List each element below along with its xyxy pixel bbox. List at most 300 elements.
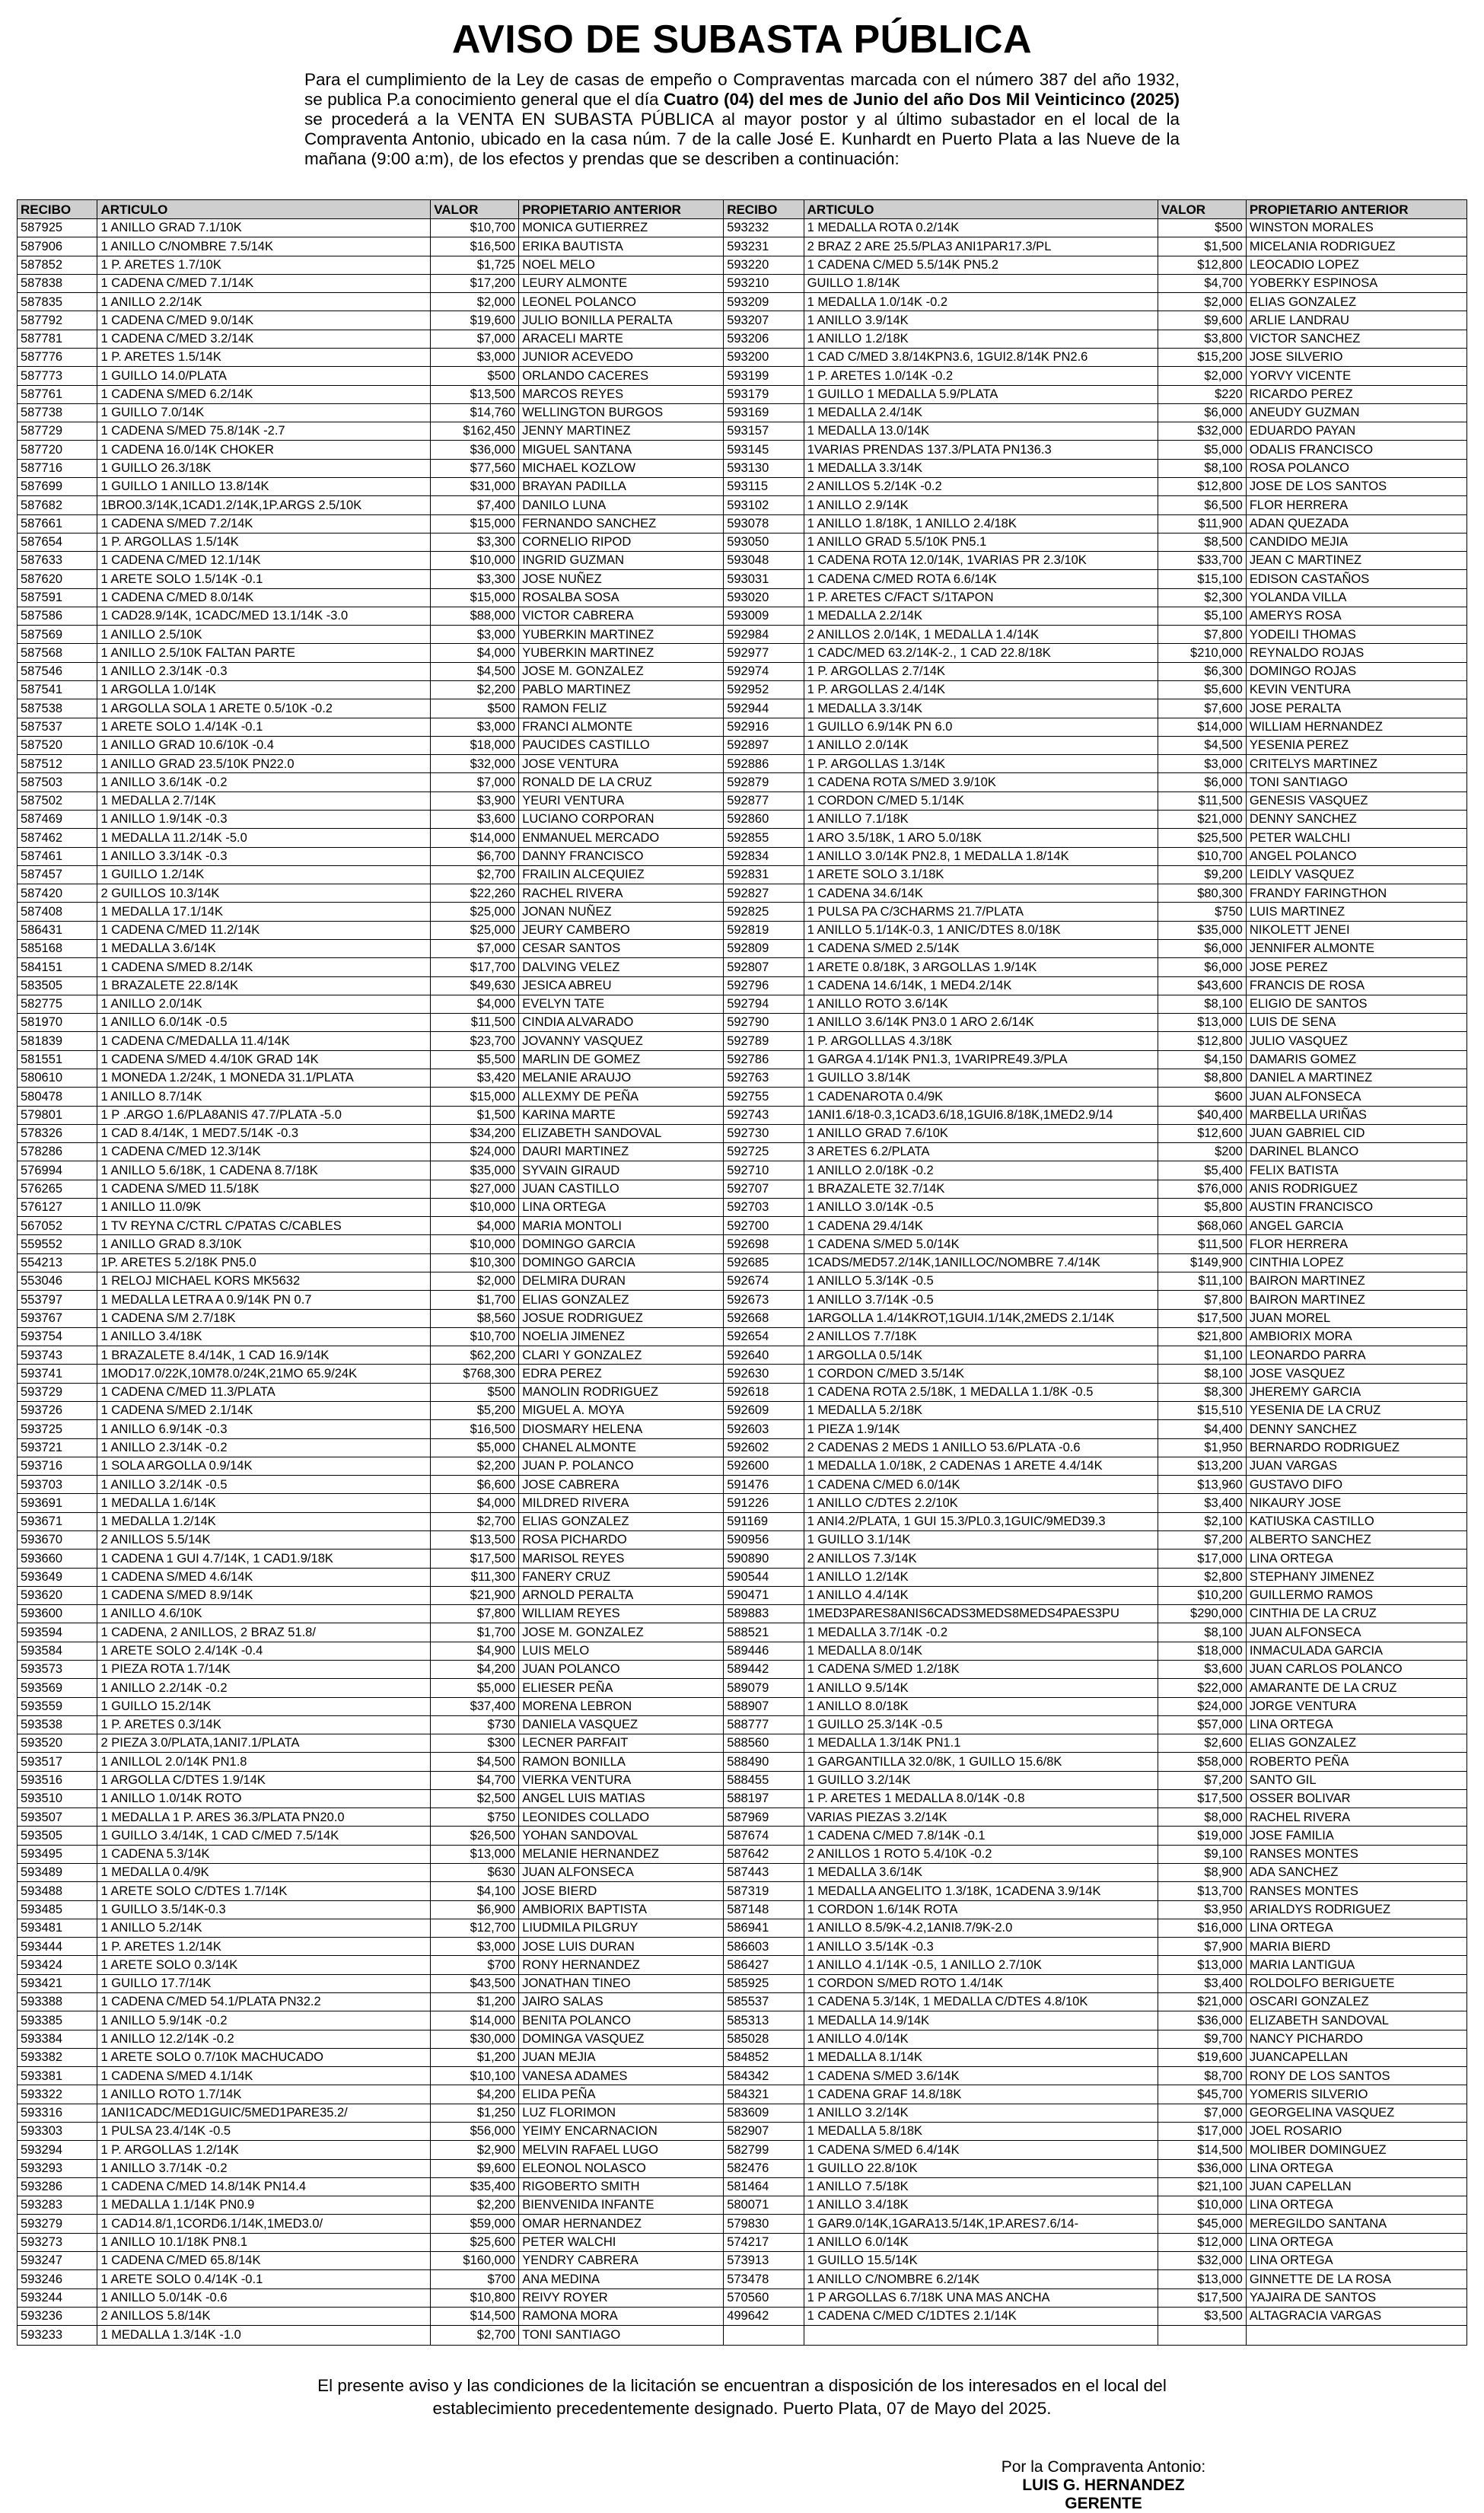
cell-propietario: DALVING VELEZ <box>519 958 724 976</box>
cell-valor: $4,200 <box>431 2085 519 2104</box>
cell-propietario: ANA MEDINA <box>519 2270 724 2288</box>
cell-recibo: 593495 <box>18 1845 97 1863</box>
cell-valor: $4,500 <box>1158 736 1246 754</box>
cell-valor: $4,150 <box>1158 1050 1246 1069</box>
cell-propietario: LUIS MELO <box>519 1642 724 1660</box>
cell-articulo: 1 P .ARGO 1.6/PLA8ANIS 47.7/PLATA -5.0 <box>97 1106 431 1124</box>
cell-recibo: 593743 <box>18 1346 97 1365</box>
table-row <box>18 1660 1467 1678</box>
cell-articulo: 2 ANILLOS 1 ROTO 5.4/10K -0.2 <box>804 1845 1158 1863</box>
cell-propietario: NIKOLETT JENEI <box>1246 921 1466 939</box>
cell-articulo: 1 P. ARETES 0.3/14K <box>97 1715 431 1734</box>
cell-propietario: NIKAURY JOSE <box>1246 1494 1466 1512</box>
table-row <box>18 1143 1467 1161</box>
cell-articulo: 1P. ARETES 5.2/18K PN5.0 <box>97 1253 431 1272</box>
table-row <box>18 829 1467 847</box>
cell-articulo: 1 CADENA S/MED 6.2/14K <box>97 385 431 403</box>
cell-articulo: 1 ANILLO 3.9/14K <box>804 311 1158 330</box>
cell-propietario: ODALIS FRANCISCO <box>1246 441 1466 459</box>
cell-valor: $1,200 <box>431 2048 519 2066</box>
cell-articulo: 1 MEDALLA 1.0/18K, 2 CADENAS 1 ARETE 4.4/14K <box>804 1457 1158 1475</box>
cell-propietario: DENNY SANCHEZ <box>1246 1420 1466 1438</box>
cell-recibo: 587546 <box>18 662 97 680</box>
cell-recibo: 559552 <box>18 1235 97 1253</box>
cell-propietario: ELIESER PEÑA <box>519 1679 724 1697</box>
cell-valor: $76,000 <box>1158 1180 1246 1198</box>
table-row <box>18 1586 1467 1604</box>
cell-articulo: 1 ARGOLLA SOLA 1 ARETE 0.5/10K -0.2 <box>97 699 431 718</box>
cell-recibo: 593286 <box>18 2177 97 2196</box>
cell-articulo: 1 CADENA S/MED 1.2/18K <box>804 1660 1158 1678</box>
cell-propietario: OMAR HERNANDEZ <box>519 2215 724 2233</box>
table-row <box>18 256 1467 274</box>
cell-propietario: SANTO GIL <box>1246 1771 1466 1789</box>
cell-valor: $8,100 <box>1158 1623 1246 1642</box>
cell-propietario: WILLIAM REYES <box>519 1605 724 1623</box>
cell-recibo: 587462 <box>18 829 97 847</box>
cell-articulo: 1 MEDALLA 1.6/14K <box>97 1494 431 1512</box>
cell-propietario: RAMON BONILLA <box>519 1753 724 1771</box>
table-row <box>18 1956 1467 1974</box>
cell-recibo: 593424 <box>18 1956 97 1974</box>
cell-articulo: 1 ANILLO GRAD 23.5/10K PN22.0 <box>97 755 431 773</box>
table-row <box>18 1309 1467 1327</box>
cell-propietario: VANESA ADAMES <box>519 2067 724 2085</box>
table-row <box>18 2215 1467 2233</box>
cell-propietario: ELEONOL NOLASCO <box>519 2159 724 2177</box>
cell-propietario: CLARI Y GONZALEZ <box>519 1346 724 1365</box>
cell-articulo: 1 ANILLO 3.6/14K PN3.0 1 ARO 2.6/14K <box>804 1014 1158 1032</box>
cell-articulo: 1 MEDALLA 2.4/14K <box>804 403 1158 422</box>
cell-articulo: 1 CORDON S/MED ROTO 1.4/14K <box>804 1974 1158 1992</box>
cell-articulo: 2 GUILLOS 10.3/14K <box>97 884 431 903</box>
cell-valor: $2,200 <box>431 2196 519 2215</box>
cell-articulo: 1 ANILLO 3.6/14K -0.2 <box>97 773 431 791</box>
cell-valor: $37,400 <box>431 1697 519 1715</box>
cell-propietario: JOSE BIERD <box>519 1882 724 1900</box>
cell-propietario: JOSE VENTURA <box>519 755 724 773</box>
cell-valor: $3,900 <box>431 791 519 810</box>
cell-recibo: 592879 <box>724 773 804 791</box>
cell-propietario: VIERKA VENTURA <box>519 1771 724 1789</box>
cell-valor: $7,900 <box>1158 1938 1246 1956</box>
table-row <box>18 1069 1467 1087</box>
table-row <box>18 1217 1467 1235</box>
cell-valor: $18,000 <box>431 736 519 754</box>
cell-valor: $21,100 <box>1158 2177 1246 2196</box>
cell-propietario: JOSE NUÑEZ <box>519 570 724 588</box>
table-row <box>18 367 1467 385</box>
cell-articulo: 1 CAD28.9/14K, 1CADC/MED 13.1/14K -3.0 <box>97 607 431 625</box>
cell-recibo: 593316 <box>18 2104 97 2122</box>
cell-valor: $4,700 <box>1158 274 1246 292</box>
cell-valor: $3,600 <box>431 811 519 829</box>
cell-recibo: 592855 <box>724 829 804 847</box>
cell-recibo: 587538 <box>18 699 97 718</box>
footer-notice: El presente aviso y las condiciones de la licitación se encuentran a disposición de los interesados en el local del establecimiento precedentemente designado. Puerto Plata, 07 de Mayo del 2025. <box>317 2376 1167 2418</box>
cell-valor: $11,500 <box>431 1014 519 1032</box>
cell-recibo: 582775 <box>18 995 97 1013</box>
cell-recibo: 593102 <box>724 496 804 514</box>
table-header-row <box>18 200 1467 219</box>
table-row <box>18 2326 1467 2346</box>
cell-valor: $700 <box>431 2270 519 2288</box>
cell-articulo: 1 ANILLO 2.2/14K -0.2 <box>97 1679 431 1697</box>
cell-recibo: 587716 <box>18 459 97 477</box>
cell-articulo: 1 MEDALLA 3.3/14K <box>804 699 1158 718</box>
cell-articulo: 1 ANILLO 5.9/14K -0.2 <box>97 2011 431 2030</box>
cell-recibo: 593507 <box>18 1808 97 1827</box>
table-row <box>18 2011 1467 2030</box>
cell-propietario: ERIKA BAUTISTA <box>519 237 724 256</box>
table-row <box>18 1734 1467 1753</box>
cell-propietario: JORGE VENTURA <box>1246 1697 1466 1715</box>
table-row <box>18 1605 1467 1623</box>
cell-recibo: 587541 <box>18 681 97 699</box>
cell-valor: $7,000 <box>431 773 519 791</box>
cell-propietario: EDUARDO PAYAN <box>1246 422 1466 441</box>
cell-articulo: 1 ANILLO 5.2/14K <box>97 1919 431 1937</box>
table-row <box>18 514 1467 533</box>
cell-articulo: 1 CADENA, 2 ANILLOS, 2 BRAZ 51.8/ <box>97 1623 431 1642</box>
cell-valor: $1,500 <box>431 1106 519 1124</box>
cell-propietario: CANDIDO MEJIA <box>1246 533 1466 551</box>
cell-articulo: 1 TV REYNA C/CTRL C/PATAS C/CABLES <box>97 1217 431 1235</box>
cell-valor: $630 <box>431 1864 519 1882</box>
table-row <box>18 1530 1467 1549</box>
cell-propietario: DENNY SANCHEZ <box>1246 811 1466 829</box>
cell-recibo: 585168 <box>18 939 97 957</box>
cell-recibo: 578326 <box>18 1124 97 1142</box>
cell-propietario: JULIO VASQUEZ <box>1246 1032 1466 1050</box>
cell-recibo: 593600 <box>18 1605 97 1623</box>
cell-articulo: 1 GUILLO 3.8/14K <box>804 1069 1158 1087</box>
cell-articulo: 1 CADENA C/MED 7.1/14K <box>97 274 431 292</box>
table-row <box>18 1253 1467 1272</box>
cell-articulo: 1 PULSA 23.4/14K -0.5 <box>97 2122 431 2140</box>
cell-valor: $2,000 <box>431 1272 519 1291</box>
cell-recibo: 593573 <box>18 1660 97 1678</box>
cell-valor: $500 <box>431 367 519 385</box>
table-row <box>18 1827 1467 1845</box>
cell-recibo: 593444 <box>18 1938 97 1956</box>
cell-valor: $8,100 <box>1158 995 1246 1013</box>
cell-articulo: 1 CADENA ROTA S/MED 3.9/10K <box>804 773 1158 791</box>
cell-valor: $15,000 <box>431 514 519 533</box>
cell-articulo: 1 MEDALLA 2.7/14K <box>97 791 431 810</box>
cell-recibo: 587781 <box>18 330 97 348</box>
cell-articulo: 1 CADENA C/MED 3.2/14K <box>97 330 431 348</box>
cell-valor: $3,400 <box>1158 1974 1246 1992</box>
cell-articulo: 1 ANILLO 1.9/14K -0.3 <box>97 811 431 829</box>
cell-articulo: 1 CADENA S/MED 4.4/10K GRAD 14K <box>97 1050 431 1069</box>
cell-propietario: RICARDO PEREZ <box>1246 385 1466 403</box>
cell-articulo: 1 P. ARGOLLAS 2.7/14K <box>804 662 1158 680</box>
cell-recibo: 592725 <box>724 1143 804 1161</box>
cell-valor: $2,000 <box>1158 367 1246 385</box>
cell-valor: $13,200 <box>1158 1457 1246 1475</box>
cell-articulo: 1MED3PARES8ANIS6CADS3MEDS8MEDS4PAES3PU <box>804 1605 1158 1623</box>
cell-propietario: YAJAIRA DE SANTOS <box>1246 2288 1466 2307</box>
cell-propietario: RONALD DE LA CRUZ <box>519 773 724 791</box>
cell-articulo: 1 GUILLO 22.8/10K <box>804 2159 1158 2177</box>
cell-articulo: 1 CADENA C/MED 8.0/14K <box>97 588 431 607</box>
cell-recibo: 581551 <box>18 1050 97 1069</box>
cell-articulo: 1 ARGOLLA 0.5/14K <box>804 1346 1158 1365</box>
cell-recibo: 593489 <box>18 1864 97 1882</box>
cell-recibo: 590544 <box>724 1568 804 1586</box>
cell-valor: $7,200 <box>1158 1771 1246 1789</box>
cell-valor: $43,600 <box>1158 976 1246 995</box>
cell-propietario: JOEL ROSARIO <box>1246 2122 1466 2140</box>
cell-valor: $7,400 <box>431 496 519 514</box>
cell-valor: $6,000 <box>1158 773 1246 791</box>
cell-valor: $77,560 <box>431 459 519 477</box>
cell-propietario: LINA ORTEGA <box>519 1198 724 1216</box>
table-row <box>18 441 1467 459</box>
cell-propietario: VICTOR CABRERA <box>519 607 724 625</box>
cell-articulo: 1 GUILLO 26.3/18K <box>97 459 431 477</box>
cell-valor: $6,000 <box>1158 958 1246 976</box>
cell-recibo: 592819 <box>724 921 804 939</box>
cell-valor: $19,600 <box>431 311 519 330</box>
cell-articulo: 1 P. ARGOLLAS 1.2/14K <box>97 2141 431 2159</box>
table-row <box>18 1919 1467 1937</box>
table-row <box>18 1180 1467 1198</box>
cell-propietario: MARCOS REYES <box>519 385 724 403</box>
cell-recibo: 592743 <box>724 1106 804 1124</box>
cell-propietario: JULIO BONILLA PERALTA <box>519 311 724 330</box>
cell-propietario: PETER WALCHLI <box>1246 829 1466 847</box>
cell-recibo: 593303 <box>18 2122 97 2140</box>
cell-propietario: REYNALDO ROJAS <box>1246 644 1466 662</box>
cell-propietario: OSCARI GONZALEZ <box>1246 1993 1466 2011</box>
table-row <box>18 274 1467 292</box>
cell-articulo: 1 ANILLO 11.0/9K <box>97 1198 431 1216</box>
cell-propietario: JESICA ABREU <box>519 976 724 995</box>
cell-articulo: 1 GUILLO 17.7/14K <box>97 1974 431 1992</box>
cell-articulo: 1 GUILLO 1 MEDALLA 5.9/PLATA <box>804 385 1158 403</box>
cell-recibo: 592952 <box>724 681 804 699</box>
cell-valor: $500 <box>1158 219 1246 237</box>
cell-recibo: 593569 <box>18 1679 97 1697</box>
cell-articulo: 1 CADENA C/MED 5.5/14K PN5.2 <box>804 256 1158 274</box>
cell-recibo: 593481 <box>18 1919 97 1937</box>
table-row <box>18 1106 1467 1124</box>
table-row <box>18 459 1467 477</box>
cell-recibo: 592809 <box>724 939 804 957</box>
cell-recibo: 591169 <box>724 1512 804 1530</box>
cell-propietario: WINSTON MORALES <box>1246 219 1466 237</box>
cell-articulo: 1 ANILLO 3.0/14K -0.5 <box>804 1198 1158 1216</box>
cell-recibo: 593620 <box>18 1586 97 1604</box>
cell-recibo: 592974 <box>724 662 804 680</box>
cell-recibo: 592807 <box>724 958 804 976</box>
cell-valor: $7,000 <box>431 330 519 348</box>
cell-articulo: 1 MEDALLA 11.2/14K -5.0 <box>97 829 431 847</box>
cell-propietario: FRANDY FARINGTHON <box>1246 884 1466 903</box>
cell-valor: $500 <box>431 699 519 718</box>
cell-recibo: 580610 <box>18 1069 97 1087</box>
cell-propietario: YUBERKIN MARTINEZ <box>519 626 724 644</box>
cell-propietario: GINNETTE DE LA ROSA <box>1246 2270 1466 2288</box>
cell-recibo: 593516 <box>18 1771 97 1789</box>
header-propietario: PROPIETARIO ANTERIOR <box>1246 200 1466 219</box>
cell-propietario: JHEREMY GARCIA <box>1246 1383 1466 1401</box>
cell-valor: $13,000 <box>1158 2270 1246 2288</box>
cell-propietario: DELMIRA DURAN <box>519 1272 724 1291</box>
cell-valor: $730 <box>431 1715 519 1734</box>
cell-recibo: 586603 <box>724 1938 804 1956</box>
cell-articulo: 1 ANILLO 3.2/14K <box>804 2104 1158 2122</box>
cell-recibo: 587682 <box>18 496 97 514</box>
cell-articulo: 1 MEDALLA 13.0/14K <box>804 422 1158 441</box>
cell-propietario: FLOR HERRERA <box>1246 1235 1466 1253</box>
cell-valor: $17,500 <box>1158 2288 1246 2307</box>
cell-valor: $35,000 <box>1158 921 1246 939</box>
cell-propietario: YESENIA DE LA CRUZ <box>1246 1402 1466 1420</box>
cell-valor: $35,400 <box>431 2177 519 2196</box>
cell-articulo: 1 CADENA ROTA 12.0/14K, 1VARIAS PR 2.3/10K <box>804 552 1158 570</box>
cell-valor: $34,200 <box>431 1124 519 1142</box>
table-row <box>18 552 1467 570</box>
cell-propietario: KEVIN VENTURA <box>1246 681 1466 699</box>
cell-articulo: 1 PULSA PA C/3CHARMS 21.7/PLATA <box>804 903 1158 921</box>
cell-recibo: 578286 <box>18 1143 97 1161</box>
cell-valor: $21,800 <box>1158 1327 1246 1346</box>
cell-articulo: 1 CADENA 34.6/14K <box>804 884 1158 903</box>
cell-articulo: 1 ANILLO 2.5/10K FALTAN PARTE <box>97 644 431 662</box>
cell-articulo: 1 P. ARETES 1.2/14K <box>97 1938 431 1956</box>
cell-valor: $35,000 <box>431 1161 519 1180</box>
cell-propietario: MILDRED RIVERA <box>519 1494 724 1512</box>
cell-articulo: 1 CADENA C/MEDALLA 11.4/14K <box>97 1032 431 1050</box>
cell-articulo: 1 P. ARGOLLLAS 4.3/18K <box>804 1032 1158 1050</box>
cell-recibo: 587969 <box>724 1808 804 1827</box>
cell-recibo: 593559 <box>18 1697 97 1715</box>
cell-recibo: 592944 <box>724 699 804 718</box>
cell-propietario: INMACULADA GARCIA <box>1246 1642 1466 1660</box>
cell-propietario: MORENA LEBRON <box>519 1697 724 1715</box>
cell-articulo: 1ANI1.6/18-0.3,1CAD3.6/18,1GUI6.8/18K,1MED2.9/14 <box>804 1106 1158 1124</box>
cell-articulo: 2 ANILLOS 7.3/14K <box>804 1550 1158 1568</box>
cell-propietario: ELIAS GONZALEZ <box>1246 1734 1466 1753</box>
cell-valor: $2,600 <box>1158 1734 1246 1753</box>
cell-valor: $4,200 <box>431 1660 519 1678</box>
cell-propietario: MELANIE HERNANDEZ <box>519 1845 724 1863</box>
cell-recibo: 592860 <box>724 811 804 829</box>
cell-valor: $36,000 <box>431 441 519 459</box>
cell-articulo: 1 ANILLO GRAD 7.1/10K <box>97 219 431 237</box>
table-row <box>18 1642 1467 1660</box>
cell-recibo: 593078 <box>724 514 804 533</box>
cell-articulo: 1 ANILLO 3.7/14K -0.2 <box>97 2159 431 2177</box>
table-row <box>18 1550 1467 1568</box>
cell-propietario: ROSA POLANCO <box>1246 459 1466 477</box>
table-row <box>18 736 1467 754</box>
cell-recibo: 554213 <box>18 1253 97 1272</box>
cell-articulo: 1 GUILLO 6.9/14K PN 6.0 <box>804 718 1158 736</box>
table-row <box>18 2085 1467 2104</box>
cell-valor: $9,100 <box>1158 1845 1246 1863</box>
cell-propietario: JUAN GABRIEL CID <box>1246 1124 1466 1142</box>
cell-recibo: 593691 <box>18 1494 97 1512</box>
cell-articulo: 1 ANILLO 2.9/14K <box>804 496 1158 514</box>
cell-recibo: 592834 <box>724 847 804 865</box>
cell-valor: $11,500 <box>1158 1235 1246 1253</box>
cell-articulo: 1 CORDON C/MED 5.1/14K <box>804 791 1158 810</box>
cell-articulo: 1 ANILLO 3.7/14K -0.5 <box>804 1291 1158 1309</box>
cell-valor: $10,200 <box>1158 1586 1246 1604</box>
cell-valor: $290,000 <box>1158 1605 1246 1623</box>
cell-propietario: JAIRO SALAS <box>519 1993 724 2011</box>
cell-recibo: 584852 <box>724 2048 804 2066</box>
cell-articulo: 1 ANILLO ROTO 3.6/14K <box>804 995 1158 1013</box>
cell-propietario: EDRA PEREZ <box>519 1365 724 1383</box>
cell-valor: $3,300 <box>431 570 519 588</box>
cell-propietario: VICTOR SANCHEZ <box>1246 330 1466 348</box>
table-row <box>18 958 1467 976</box>
cell-recibo: 593294 <box>18 2141 97 2159</box>
cell-valor: $2,000 <box>431 293 519 311</box>
cell-valor: $5,200 <box>431 1402 519 1420</box>
cell-articulo: GUILLO 1.8/14K <box>804 274 1158 292</box>
cell-recibo: 589883 <box>724 1605 804 1623</box>
cell-recibo: 587537 <box>18 718 97 736</box>
cell-articulo: 1 CADENA S/M 2.7/18K <box>97 1309 431 1327</box>
cell-valor: $57,000 <box>1158 1715 1246 1734</box>
cell-valor: $11,900 <box>1158 514 1246 533</box>
cell-recibo: 592755 <box>724 1088 804 1106</box>
table-row <box>18 2307 1467 2325</box>
cell-articulo: 1 BRAZALETE 32.7/14K <box>804 1180 1158 1198</box>
cell-valor: $5,000 <box>1158 441 1246 459</box>
cell-recibo: 593505 <box>18 1827 97 1845</box>
table-row <box>18 903 1467 921</box>
cell-propietario: LEURY ALMONTE <box>519 274 724 292</box>
table-row <box>18 847 1467 865</box>
cell-recibo: 583609 <box>724 2104 804 2122</box>
cell-articulo: 1 P. ARETES 1.0/14K -0.2 <box>804 367 1158 385</box>
cell-valor: $768,300 <box>431 1365 519 1383</box>
cell-articulo: 1 MEDALLA 5.2/18K <box>804 1402 1158 1420</box>
cell-propietario: FRANCIS DE ROSA <box>1246 976 1466 995</box>
cell-propietario: MANOLIN RODRIGUEZ <box>519 1383 724 1401</box>
table-row <box>18 1864 1467 1882</box>
cell-valor: $3,600 <box>1158 1660 1246 1678</box>
cell-recibo: 581464 <box>724 2177 804 2196</box>
cell-valor: $162,450 <box>431 422 519 441</box>
table-row <box>18 2251 1467 2269</box>
cell-valor: $220 <box>1158 385 1246 403</box>
table-row <box>18 699 1467 718</box>
table-row <box>18 2048 1467 2066</box>
cell-recibo: 587569 <box>18 626 97 644</box>
cell-valor: $13,000 <box>1158 1956 1246 1974</box>
cell-propietario: MIGUEL SANTANA <box>519 441 724 459</box>
cell-articulo: 1 MEDALLA 2.2/14K <box>804 607 1158 625</box>
cell-propietario: JOVANNY VASQUEZ <box>519 1032 724 1050</box>
cell-propietario: BIENVENIDA INFANTE <box>519 2196 724 2215</box>
cell-articulo: 1 MEDALLA 8.0/14K <box>804 1642 1158 1660</box>
cell-propietario: CESAR SANTOS <box>519 939 724 957</box>
header-valor: VALOR <box>431 200 519 219</box>
cell-valor: $16,000 <box>1158 1919 1246 1937</box>
cell-articulo: 1 MEDALLA 1.0/14K -0.2 <box>804 293 1158 311</box>
cell-propietario: EVELYN TATE <box>519 995 724 1013</box>
cell-recibo: 586941 <box>724 1919 804 1937</box>
cell-articulo: 2 PIEZA 3.0/PLATA,1ANI7.1/PLATA <box>97 1734 431 1753</box>
